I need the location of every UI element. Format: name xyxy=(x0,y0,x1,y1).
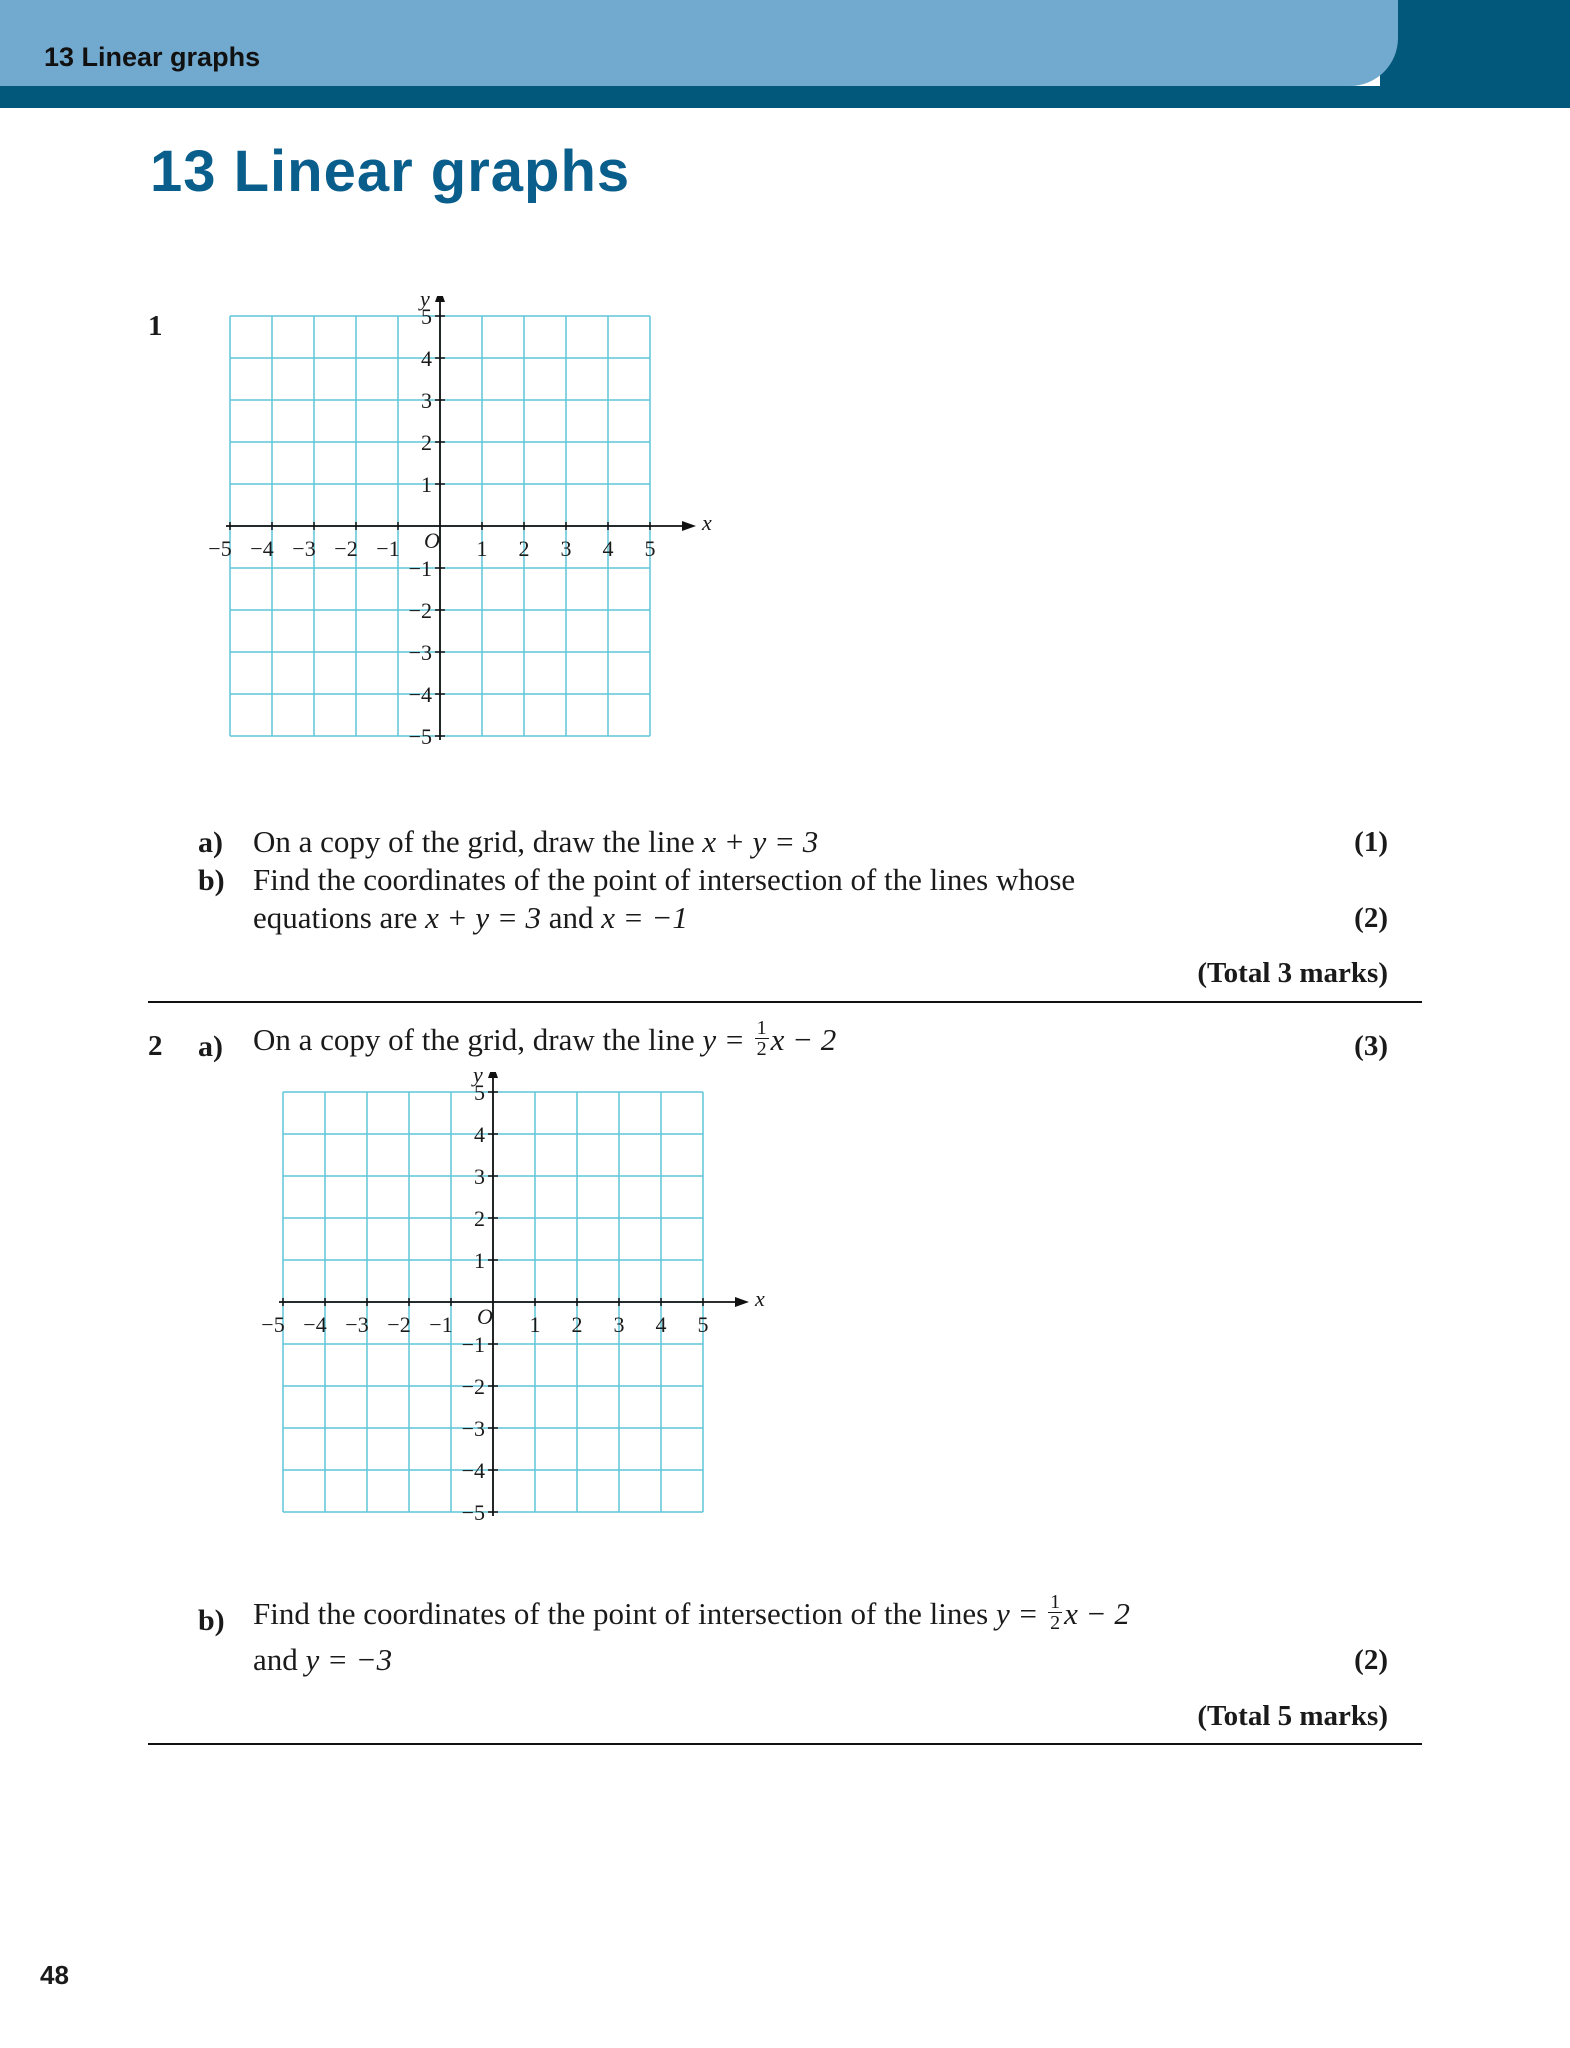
q1-b-eq2: x = −1 xyxy=(601,900,688,935)
q2-part-b-line1 xyxy=(253,1591,1130,1637)
q2-part-b-marks: (2) xyxy=(1354,1644,1388,1676)
q1-b-line2-text: equations are xyxy=(253,900,426,935)
question-2-grid xyxy=(253,1072,773,1556)
x-tick-label: −2 xyxy=(387,1312,411,1337)
x-axis-arrow xyxy=(682,521,696,531)
x-tick-label: 3 xyxy=(560,536,572,561)
x-tick-label: −3 xyxy=(345,1312,369,1337)
x-tick-label: −4 xyxy=(303,1312,327,1337)
q1-part-b-marks: (2) xyxy=(1354,902,1388,934)
y-tick-label: −5 xyxy=(408,724,432,749)
q2-part-a-label: a) xyxy=(198,1030,223,1063)
x-tick-label: −1 xyxy=(376,536,400,561)
x-tick-label: 5 xyxy=(644,536,656,561)
y-axis-label: y xyxy=(473,1072,483,1087)
y-tick-label: 5 xyxy=(421,304,432,329)
header-dark-strip xyxy=(0,86,1570,108)
q2-b-fraction xyxy=(1048,1592,1062,1633)
q2-b-eq2: y = −3 xyxy=(305,1642,393,1677)
q1-divider xyxy=(148,1001,1422,1003)
x-tick-label: 1 xyxy=(476,536,488,561)
question-1-number: 1 xyxy=(148,310,163,342)
x-tick-label: −5 xyxy=(261,1312,285,1337)
y-tick-label: 3 xyxy=(421,388,432,413)
q2-a-frac-den: 2 xyxy=(756,1038,767,1061)
y-tick-label: 5 xyxy=(474,1080,485,1105)
y-tick-label: 2 xyxy=(474,1206,485,1231)
q2-b-line2-text: and xyxy=(253,1642,306,1677)
y-axis-arrow xyxy=(488,1072,498,1078)
q2-b-eq-lhs: y = xyxy=(995,1596,1047,1631)
q2-a-frac-num: 1 xyxy=(756,1017,767,1040)
q2-b-frac-den: 2 xyxy=(1050,1612,1061,1635)
q2-b-text: Find the coordinates of the point of intersection of the lines xyxy=(253,1596,996,1631)
q1-b-eq1: x + y = 3 xyxy=(425,900,542,935)
q2-a-eq-rhs: x − 2 xyxy=(770,1022,837,1057)
x-axis-arrow xyxy=(735,1297,749,1307)
y-tick-label: −4 xyxy=(408,682,432,707)
grid-svg xyxy=(253,1072,773,1552)
y-tick-label: 2 xyxy=(421,430,432,455)
x-tick-label: 3 xyxy=(613,1312,625,1337)
y-tick-label: 1 xyxy=(474,1248,485,1273)
q1-part-a-label: a) xyxy=(198,826,223,859)
q2-b-frac-num: 1 xyxy=(1050,1591,1061,1614)
x-tick-label: −4 xyxy=(250,536,274,561)
y-axis-arrow xyxy=(435,296,445,302)
y-tick-label: −2 xyxy=(408,598,432,623)
grid-svg xyxy=(200,296,720,776)
y-tick-label: −5 xyxy=(461,1500,485,1525)
q1-b-and: and xyxy=(541,900,602,935)
x-tick-label: 4 xyxy=(655,1312,667,1337)
q2-b-eq-rhs: x − 2 xyxy=(1064,1596,1130,1631)
x-tick-label: −2 xyxy=(334,536,358,561)
q2-part-a-marks: (3) xyxy=(1354,1030,1388,1062)
question-2-number: 2 xyxy=(148,1030,163,1062)
origin-label: O xyxy=(424,528,440,553)
x-tick-label: −5 xyxy=(208,536,232,561)
q2-part-b-line2 xyxy=(253,1642,392,1678)
y-axis-label: y xyxy=(420,296,430,311)
y-tick-label: 4 xyxy=(474,1122,485,1147)
q1-part-b-line2 xyxy=(253,900,688,936)
running-head: 13 Linear graphs xyxy=(44,42,261,72)
q2-a-eq-lhs: y = xyxy=(702,1022,753,1057)
q1-part-a-marks: (1) xyxy=(1354,826,1388,858)
x-tick-label: 2 xyxy=(518,536,530,561)
q1-total-marks: (Total 3 marks) xyxy=(1197,957,1388,989)
x-axis-label: x xyxy=(702,510,712,535)
y-tick-label: 4 xyxy=(421,346,432,371)
q1-a-text: On a copy of the grid, draw the line xyxy=(253,824,703,859)
y-tick-label: −4 xyxy=(461,1458,485,1483)
y-tick-label: −3 xyxy=(461,1416,485,1441)
x-tick-label: 1 xyxy=(529,1312,541,1337)
q1-part-b-label: b) xyxy=(198,864,225,897)
q1-part-b-line1: Find the coordinates of the point of intersection of the lines whose xyxy=(253,862,1076,897)
q2-divider xyxy=(148,1743,1422,1745)
y-tick-label: 1 xyxy=(421,472,432,497)
y-tick-label: −2 xyxy=(461,1374,485,1399)
q2-part-a-text xyxy=(253,1017,837,1063)
origin-label: O xyxy=(477,1304,493,1329)
x-tick-label: 4 xyxy=(602,536,614,561)
q2-total-marks: (Total 5 marks) xyxy=(1197,1700,1388,1732)
q1-a-equation: x + y = 3 xyxy=(702,824,819,859)
y-tick-label: −1 xyxy=(461,1332,485,1357)
chapter-title: 13 Linear graphs xyxy=(150,139,631,204)
x-tick-label: −3 xyxy=(292,536,316,561)
x-tick-label: 2 xyxy=(571,1312,583,1337)
question-1-grid xyxy=(200,296,720,780)
q2-part-b-label: b) xyxy=(198,1604,225,1637)
y-tick-label: 3 xyxy=(474,1164,485,1189)
q1-part-a-text xyxy=(253,824,818,860)
y-tick-label: −3 xyxy=(408,640,432,665)
page-header xyxy=(0,0,1570,108)
page-number: 48 xyxy=(40,1960,69,1990)
x-tick-label: 5 xyxy=(697,1312,709,1337)
x-tick-label: −1 xyxy=(429,1312,453,1337)
q2-a-text: On a copy of the grid, draw the line xyxy=(253,1022,703,1057)
y-tick-label: −1 xyxy=(408,556,432,581)
x-axis-label: x xyxy=(755,1286,765,1311)
q2-a-fraction xyxy=(755,1018,769,1059)
